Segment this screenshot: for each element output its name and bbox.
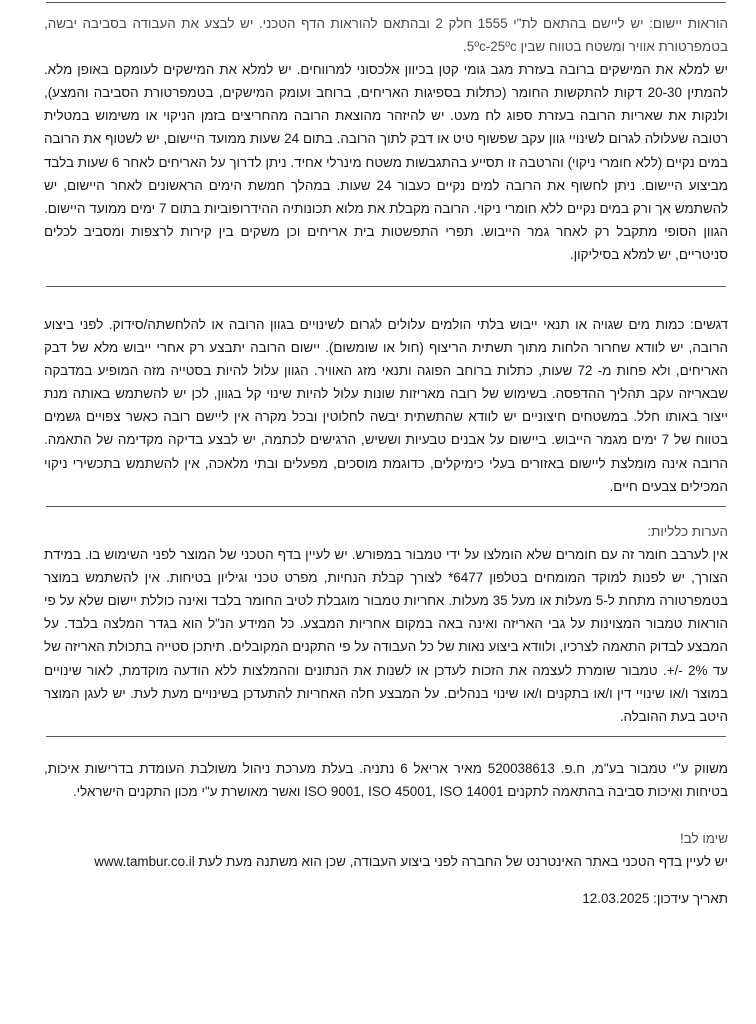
divider-3 xyxy=(46,736,726,737)
general-notes-section xyxy=(44,520,728,728)
application-instructions-body: יש למלא את המישקים ברובה בעזרת מגב גומי קטן בכיוון אלכסוני למרווחים. יש למלא את המישקים לעומקם באופן מלא. להמתין 20-30 דקות להתקשות החומר (כתלות בספיגות האריחים, ברוחב ועומק המישקים, בטמפרטורת הסביבה והמצע), ולנקות את שאריות הרובה בעזרת ספוג לח מעט. יש להיזהר מהוצאת הרובה מהחריצים בזמן הניקוי או משימוש במטלית רטובה שעלולה לגרום לשינויי גוון עקב שפשוף טיט או דבק לתוך הרובה. בתום 24 שעות ממועד היישום, יש לשטוף את הרובה במים נקיים (ללא חומרי ניקוי) והרטבה זו תסייע בהתגבשות משטח מינרלי אחיד. ניתן לדרוך על האריחים לאחר 6 שעות בלבד מביצוע היישום. ניתן לחשוף את הרובה למים נקיים כעבור 24 שעות. במהלך חמשת הימים הראשונים לאחר היישום, יש להשתמש אך ורק במים נקיים ללא חומרי ניקוי. הרובה מקבלת את מלוא תכונותיה ההידרופוביות בתום 7 ימים ממועד היישום. הגוון הסופי מתקבל רק לאחר גמר הייבוש. תפרי התפשטות בית אריחים וכן משקים בין קירות לרצפות ומסביב לכלים סניטריים, יש למלא בסיליקון. xyxy=(44,62,729,262)
notice-body: יש לעיין בדף הטכני באתר האינטרנט של החברה לפני ביצוע העבודה, שכן הוא משתנה מעת לעת www.tambur.co.il xyxy=(94,854,728,870)
warnings-section xyxy=(44,313,728,498)
update-date-section xyxy=(44,887,728,910)
general-notes-title: הערות כלליות: xyxy=(647,524,728,539)
top-divider xyxy=(46,2,726,3)
divider-2 xyxy=(46,506,726,507)
warnings-body: דגשים: כמות מים שגויה או תנאי ייבוש בלתי הולמים עלולים לגרום לשינויים בגוון הרובה או להלחשתה/סידוק. לפני ביצוע הרובה, יש לוודא שחרור הלחות מתוך תשתית הריצוף (חול או שומשום). יישום הרובה יתבצע רק אחרי ייבוש מלא של דבק האריחים, ולא פחות מ- 72 שעות, כתלות ברוחב הפוגה ותנאי מזג האוויר. הגוון עלול להיות בסטייה מזה המופיע במדבקה שבאריזה עקב תהליך ההדפסה. בשימוש של רובה מאריזות שונות עלול להיות שינוי קל בגוון, לכן יש להשתמש באותה מנת ייצור באותו חלל. במשטחים חיצוניים יש לוודא שהתשתית יבשה לחלוטין ובכל מקרה אין ליישם רובה כאשר צפויים גשמים בטווח של 7 ימים מגמר הייבוש. ביישום על אבנים טבעיות וששיש, הרגישים לכתמה, יש לבצע בדיקה מקדימה של התאמה. הרובה אינה מומלצת ליישום באזורים בעלי כימיקלים, כדוגמת מוסכים, מפעלים ובתי מלאכה, אין להשתמש בתכשירי ניקוי המכילים צבעים חיים. xyxy=(44,317,728,494)
marketing-body: משווק ע"י טמבור בע"מ, ח.פ. 520038613 מאיר אריאל 6 נתניה. בעלת מערכת ניהול משולבת העומדת בדרישות איכות, בטיחות ואיכות סביבה בהתאמה לתקנים ISO 9001, ISO 45001, ISO 14001 ואשר מאושרת ע"י מכון התקנים הישראלי. xyxy=(44,761,728,800)
marketing-section xyxy=(44,757,728,803)
notice-title: שימו לב! xyxy=(680,831,728,846)
update-date: תאריך עידכון: 12.03.2025 xyxy=(582,891,728,906)
general-notes-body: אין לערבב חומר זה עם חומרים שלא הומלצו על ידי טמבור במפורש. יש לעיין בדף הטכני של המוצר לפני השימוש בו. במידת הצורך, יש לפנות למוקד המומחים בטלפון 6477* לצורך קבלת הנחיות, מפרט טכני וגיליון בטיחות. אין להשתמש במוצר בטמפרטורה מתחת ל-5 מעלות או מעל 35 מעלות. אחריות טמבור מוגבלת לטיב החומר בלבד ואינה כוללת יישום שלא על פי הוראות טמבור המצוינות על גבי האריזה ואינה באה במקום אחריות המבצע. כל המידע הנ"ל הוא בגדר המלצה בלבד. על המבצע לבדוק התאמה לצרכיו, ולוודא ביצוע נאות של כל העבודה על פי התקנים המקובלים. תיתכן סטייה בתכולת האריזה של עד 2% -/+. טמבור שומרת לעצמה את הזכות לעדכן או לשנות את הנתונים וההמלצות ללא הודעה מוקדמת, לאור שינויים במוצר ו/או שינויי דין ו/או בתקנים ו/או שינוי בנהלים. על המבצע חלה האחריות להתעדכן בשינויים מעת לעת. יש לעגן המוצר היטב בעת ההובלה. xyxy=(44,547,728,724)
notice-section xyxy=(44,827,728,873)
application-instructions-section xyxy=(44,12,728,266)
divider-1 xyxy=(46,286,726,287)
application-instructions-intro: הוראות יישום: יש ליישם בהתאם לת"י 1555 חלק 2 ובהתאם להוראות הדף הטכני. יש לבצע את העבודה בסביבה יבשה, בטמפרטורת אוויר ומשטח בטווח שבין 5ºc-25ºc. xyxy=(44,16,728,55)
